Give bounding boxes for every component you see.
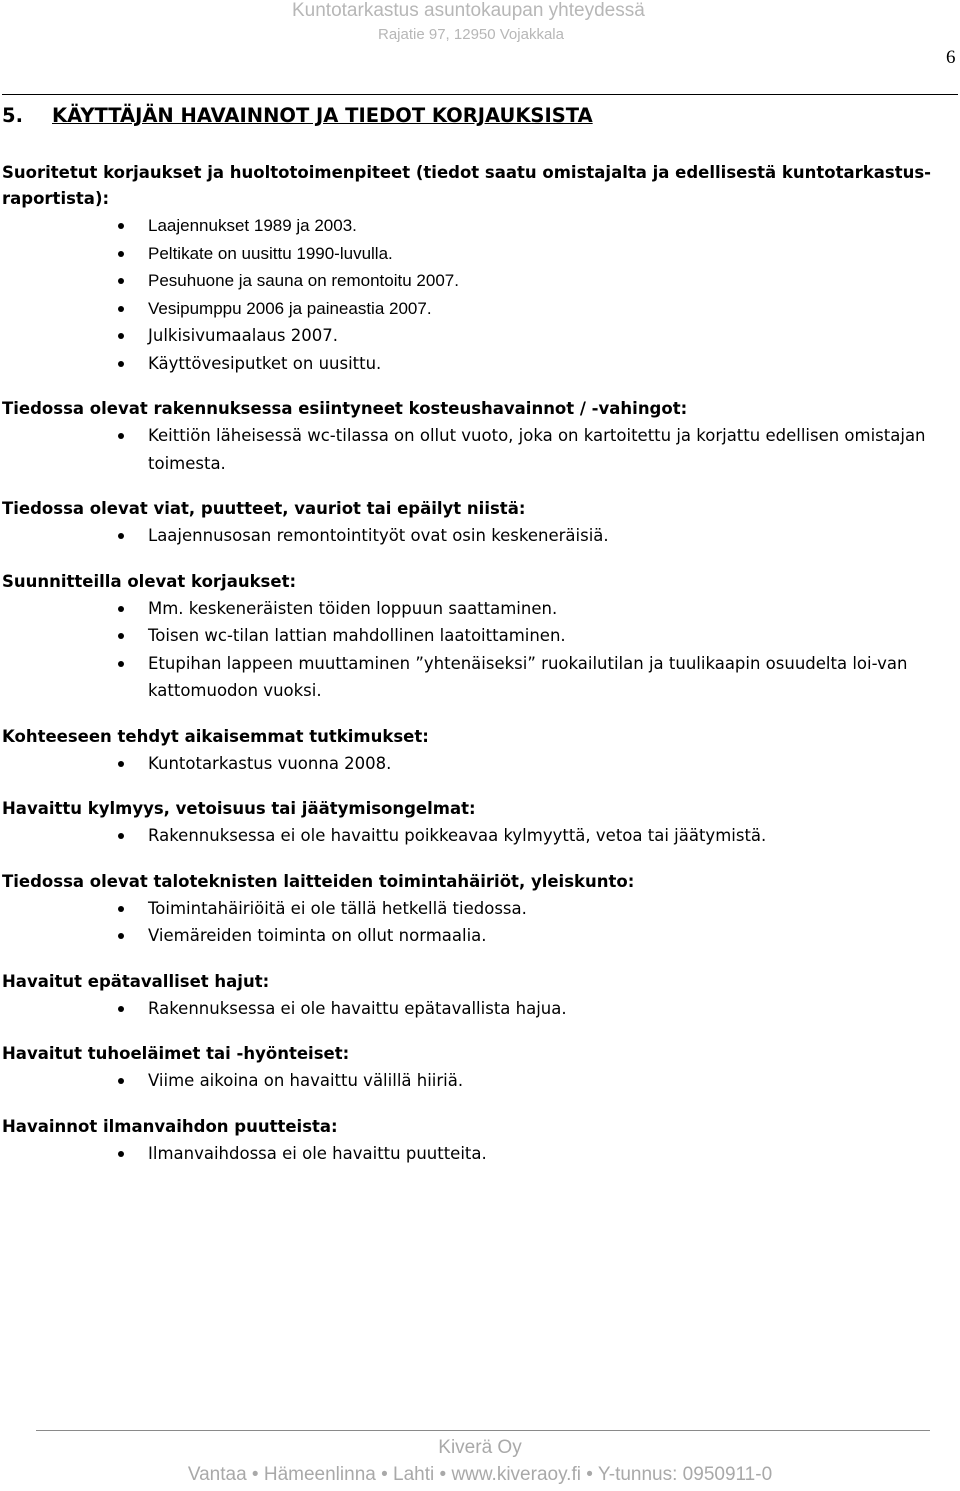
- list-item: Rakennuksessa ei ole havaittu poikkeavaa kylmyyttä, vetoa tai jäätymistä.: [148, 822, 946, 850]
- list-item: Julkisivumaalaus 2007.: [148, 322, 946, 350]
- section-repairs: [2, 160, 946, 377]
- bullet-list: [2, 422, 946, 477]
- page-number: 6: [946, 47, 956, 68]
- bullet-list: [2, 895, 946, 950]
- bullet-list: [2, 995, 946, 1023]
- section-hvac-issues: [2, 869, 946, 950]
- list-item: Viemäreiden toiminta on ollut normaalia.: [148, 922, 946, 950]
- section-title: Havaitut epätavalliset hajut:: [2, 971, 270, 991]
- chapter-number: 5.: [2, 104, 23, 127]
- footer-details: Vantaa • Hämeenlinna • Lahti • www.kiveraoy.fi • Y-tunnus: 0950911-0: [187, 1464, 773, 1485]
- section-title: Tiedossa olevat rakennuksessa esiintyneet kosteushavainnot / -vahingot:: [2, 399, 688, 418]
- bullet-list: [2, 212, 946, 377]
- list-item: Toimintahäiriöitä ei ole tällä hetkellä tiedossa.: [148, 895, 946, 923]
- header-address: Rajatie 97, 12950 Vojakkala: [378, 26, 564, 43]
- chapter-heading: [2, 104, 593, 127]
- list-item: Käyttövesiputket on uusittu.: [148, 350, 946, 378]
- list-item: Mm. keskeneräisten töiden loppuun saattaminen.: [148, 595, 946, 623]
- list-item: Etupihan lappeen muuttaminen ”yhtenäiseksi” ruokailutilan ja tuulikaapin osuudelta loi-van kattomuodon vuoksi.: [148, 650, 946, 705]
- list-item: Vesipumppu 2006 ja paineastia 2007.: [148, 295, 946, 323]
- chapter-title: KÄYTTÄJÄN HAVAINNOT JA TIEDOT KORJAUKSISTA: [52, 104, 593, 127]
- section-pests: [2, 1041, 946, 1095]
- section-title: Tiedossa olevat taloteknisten laitteiden toimintahäiriöt, yleiskunto:: [2, 871, 635, 891]
- list-item: Ilmanvaihdossa ei ole havaittu puutteita.: [148, 1140, 946, 1168]
- section-odors: [2, 969, 946, 1023]
- section-title: Havaittu kylmyys, vetoisuus tai jäätymisongelmat:: [2, 799, 476, 818]
- footer-company: Kiverä Oy: [438, 1437, 522, 1458]
- bullet-list: [2, 1067, 946, 1095]
- section-title: Havainnot ilmanvaihdon puutteista:: [2, 1116, 338, 1136]
- bullet-list: [2, 822, 946, 850]
- list-item: Rakennuksessa ei ole havaittu epätavallista hajua.: [148, 995, 946, 1023]
- section-previous-studies: [2, 724, 946, 778]
- document-body: [2, 160, 946, 1167]
- list-item: Peltikate on uusittu 1990-luvulla.: [148, 240, 946, 268]
- section-title: Havaitut tuhoeläimet tai -hyönteiset:: [2, 1044, 350, 1063]
- bullet-list: [2, 1140, 946, 1168]
- footer-divider: [36, 1430, 930, 1431]
- list-item: Kuntotarkastus vuonna 2008.: [148, 750, 946, 778]
- section-title: Suoritetut korjaukset ja huoltotoimenpiteet (tiedot saatu omistajalta ja edellisestä kuntotarkastus-raportista):: [2, 163, 932, 208]
- list-item: Laajennusosan remontointityöt ovat osin keskeneräisiä.: [148, 522, 946, 550]
- header-divider: [2, 94, 958, 95]
- list-item: Laajennukset 1989 ja 2003.: [148, 212, 946, 240]
- bullet-list: [2, 750, 946, 778]
- section-title: Suunnitteilla olevat korjaukset:: [2, 571, 297, 591]
- section-cold-draft: [2, 796, 946, 850]
- section-title: Tiedossa olevat viat, puutteet, vauriot tai epäilyt niistä:: [2, 499, 526, 518]
- bullet-list: [2, 522, 946, 550]
- section-moisture: [2, 396, 946, 477]
- section-defects: [2, 496, 946, 550]
- list-item: Keittiön läheisessä wc-tilassa on ollut vuoto, joka on kartoitettu ja korjattu edellisen omistajan toimesta.: [148, 422, 946, 477]
- list-item: Viime aikoina on havaittu välillä hiiriä.: [148, 1067, 946, 1095]
- section-title: Kohteeseen tehdyt aikaisemmat tutkimukset:: [2, 726, 429, 746]
- list-item: Pesuhuone ja sauna on remontoitu 2007.: [148, 267, 946, 295]
- bullet-list: [2, 595, 946, 705]
- section-ventilation: [2, 1114, 946, 1168]
- list-item: Toisen wc-tilan lattian mahdollinen laatoittaminen.: [148, 622, 946, 650]
- header-title: Kuntotarkastus asuntokaupan yhteydessä: [292, 0, 645, 21]
- section-planned-repairs: [2, 569, 946, 705]
